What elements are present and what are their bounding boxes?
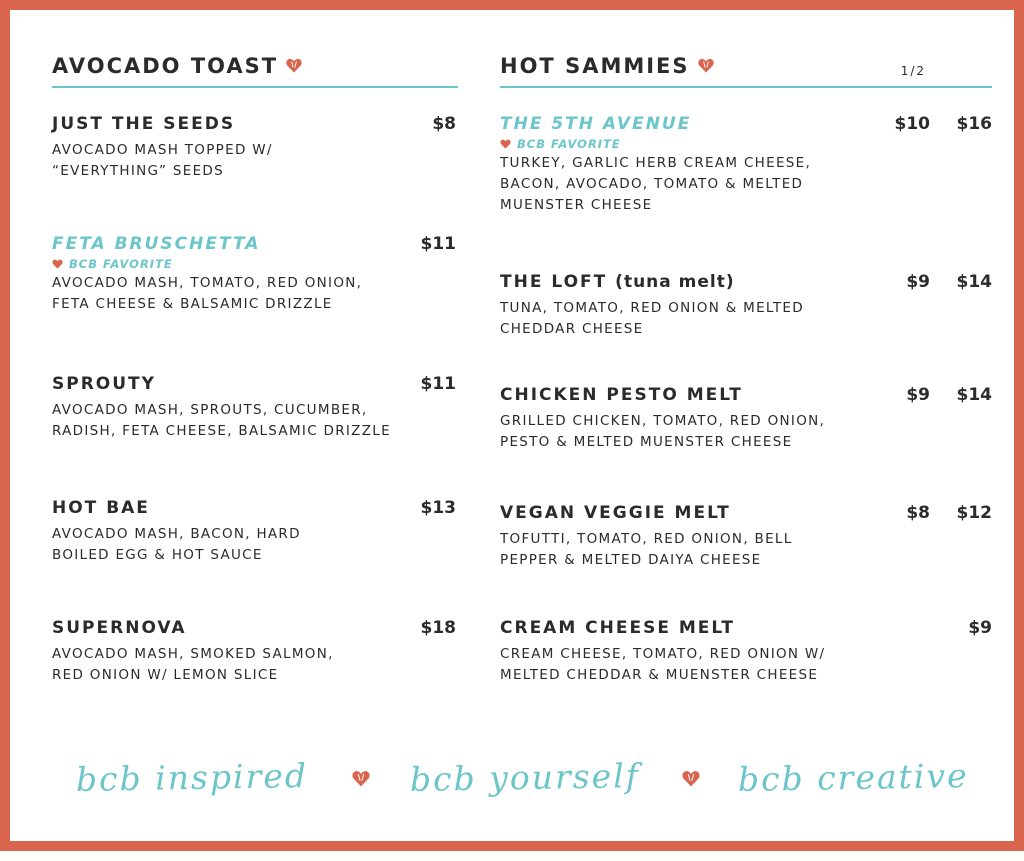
favorite-badge [500,136,992,152]
item-price: $11 [420,374,456,394]
hot-sammies-section [500,10,992,861]
description-line: AVOCADO MASH, SMOKED SALMON, [52,646,334,662]
item-description [500,644,992,686]
description-line: TUNA, TOMATO, RED ONION & MELTED [500,300,804,316]
item-price-half: $8 [906,503,930,523]
description-line: RADISH, FETA CHEESE, BALSAMIC DRIZZLE [52,423,391,439]
menu-item-sprouty [52,373,458,442]
heart-icon [698,58,714,73]
item-price-whole: $16 [956,114,992,134]
item-name-text: THE LOFT [500,272,608,292]
item-description [52,273,458,315]
menu-item-chicken-pesto-melt [500,384,992,453]
description-line: AVOCADO MASH, TOMATO, RED ONION, [52,275,363,291]
menu-item-the-loft [500,271,992,340]
avocado-toast-header [52,50,458,88]
favorite-badge [52,256,458,272]
item-name: SPROUTY [52,374,156,394]
section-title [500,54,714,78]
section-title-text: AVOCADO TOAST [52,54,279,78]
item-price-whole: $14 [956,385,992,405]
item-description [52,400,458,442]
tagline-creative: bcb creative [737,755,969,800]
heart-icon [352,770,370,787]
item-name: SUPERNOVA [52,618,187,638]
description-line: “EVERYTHING” SEEDS [52,163,224,179]
menu-item-vegan-veggie-melt [500,502,992,571]
description-line: RED ONION W/ LEMON SLICE [52,667,279,683]
description-line: AVOCADO MASH, SPROUTS, CUCUMBER, [52,402,368,418]
description-line: PEPPER & MELTED DAIYA CHEESE [500,552,762,568]
tagline-yourself: bcb yourself [409,755,641,800]
description-line: AVOCADO MASH, BACON, HARD [52,526,301,542]
description-line: MUENSTER CHEESE [500,197,653,213]
description-line: GRILLED CHICKEN, TOMATO, RED ONION, [500,413,826,429]
tagline-inspired: bcb inspired [75,755,309,800]
menu-item-just-the-seeds [52,113,458,182]
item-description [500,153,992,216]
item-price-half: $9 [906,385,930,405]
item-name: VEGAN VEGGIE MELT [500,503,731,523]
item-name: CHICKEN PESTO MELT [500,385,743,405]
description-line: TURKEY, GARLIC HERB CREAM CHEESE, [500,155,812,171]
item-price: $9 [968,618,992,638]
item-description [500,298,992,340]
description-line: CREAM CHEESE, TOMATO, RED ONION W/ [500,646,826,662]
description-line: CHEDDAR CHEESE [500,321,644,337]
favorite-label: BCB FAVORITE [517,137,621,151]
item-price-whole: $12 [956,503,992,523]
item-name: HOT BAE [52,498,150,518]
description-line: PESTO & MELTED MUENSTER CHEESE [500,434,793,450]
avocado-toast-section [52,10,458,861]
description-line: MELTED CHEDDAR & MUENSTER CHEESE [500,667,819,683]
item-name: CREAM CHEESE MELT [500,618,736,638]
item-name-note: (tuna melt) [615,272,735,292]
hot-sammies-header [500,50,992,88]
description-line: FETA CHEESE & BALSAMIC DRIZZLE [52,296,333,312]
item-price: $18 [420,618,456,638]
item-price: $11 [420,234,456,254]
heart-icon [286,58,302,73]
item-description [500,529,992,571]
item-description [52,524,458,566]
item-name: JUST THE SEEDS [52,114,236,134]
item-price: $8 [432,114,456,134]
item-price-half: $10 [894,114,930,134]
section-title-text: HOT SAMMIES [500,54,690,78]
section-title [52,54,302,78]
item-description [52,644,458,686]
menu-item-cream-cheese-melt [500,617,992,686]
description-line: BACON, AVOCADO, TOMATO & MELTED [500,176,804,192]
item-description [500,411,992,453]
item-price-whole: $14 [956,272,992,292]
description-line: TOFUTTI, TOMATO, RED ONION, BELL [500,531,793,547]
favorite-label: BCB FAVORITE [69,257,173,271]
description-line: BOILED EGG & HOT SAUCE [52,547,263,563]
item-name: FETA BRUSCHETTA [52,234,261,254]
item-description [52,140,458,182]
heart-icon [52,259,63,269]
item-price: $13 [420,498,456,518]
heart-icon [682,770,700,787]
menu-item-hot-bae [52,497,458,566]
description-line: AVOCADO MASH TOPPED W/ [52,142,273,158]
menu-item-supernova [52,617,458,686]
menu-item-the-5th-avenue [500,113,992,216]
size-indicator: 1/2 [900,64,926,78]
menu-item-feta-bruschetta [52,233,458,315]
item-name: THE 5TH AVENUE [500,114,692,134]
item-price-half: $9 [906,272,930,292]
heart-icon [500,139,511,149]
